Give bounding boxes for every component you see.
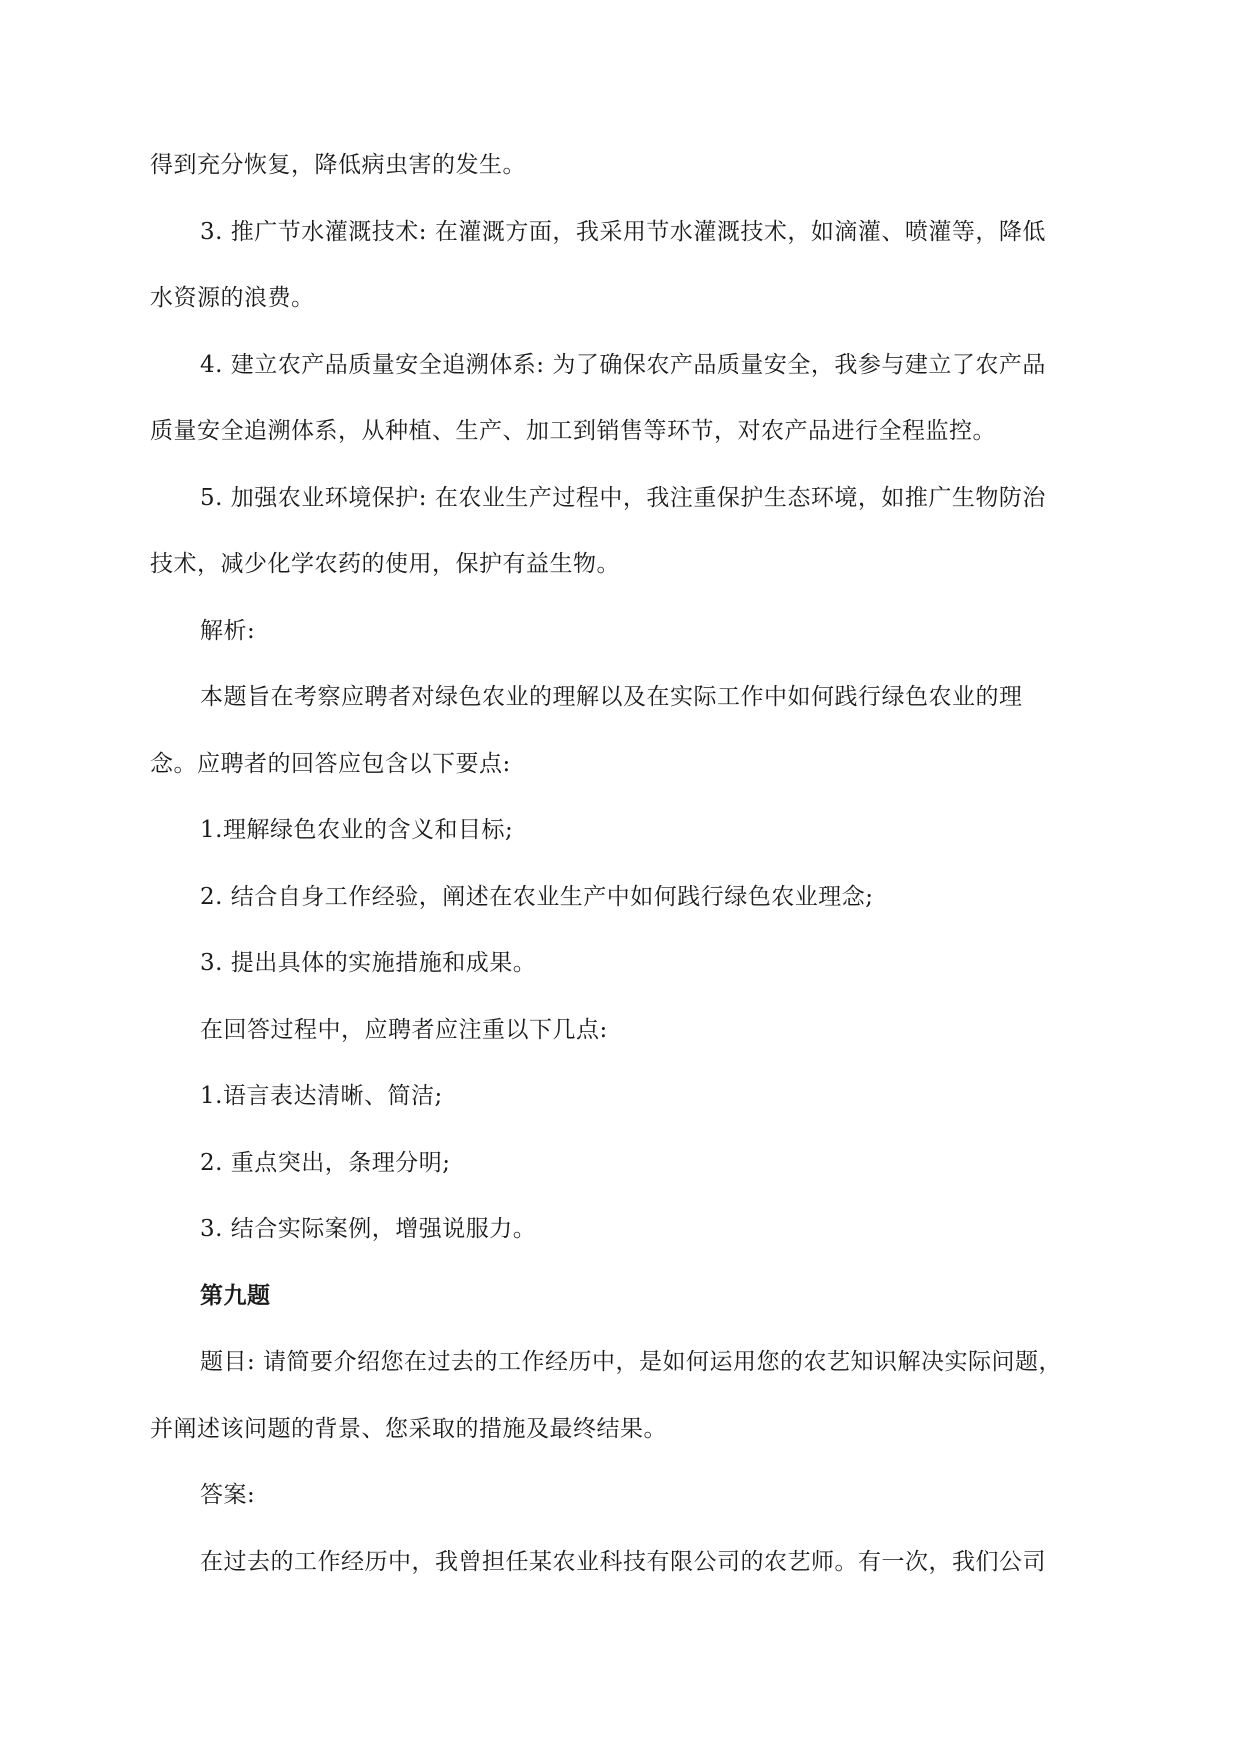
list-item-5-line-2: 技术，减少化学农药的使用，保护有益生物。 (150, 551, 620, 577)
list-item-3-line-1: 3. 推广节水灌溉技术: 在灌溉方面，我采用节水灌溉技术，如滴灌、喷灌等，降低 (200, 219, 1046, 245)
list-item-5-line-1: 5. 加强农业环境保护: 在农业生产过程中，我注重保护生态环境，如推广生物防治 (200, 485, 1046, 511)
question-9-heading: 第九题 (200, 1282, 271, 1309)
note-2: 2. 重点突出，条理分明; (200, 1150, 451, 1176)
key-point-2: 2. 结合自身工作经验，阐述在农业生产中如何践行绿色农业理念; (200, 884, 874, 910)
list-item-4-line-1: 4. 建立农产品质量安全追溯体系: 为了确保农产品质量安全，我参与建立了农产品 (200, 352, 1046, 378)
key-point-3: 3. 提出具体的实施措施和成果。 (200, 950, 537, 976)
analysis-heading: 解析: (200, 618, 256, 644)
list-item-4-line-2: 质量安全追溯体系，从种植、生产、加工到销售等环节，对农产品进行全程监控。 (150, 418, 996, 444)
notes-intro: 在回答过程中，应聘者应注重以下几点: (200, 1017, 608, 1043)
question-9-prompt-line-2: 并阐述该问题的背景、您采取的措施及最终结果。 (150, 1416, 667, 1442)
list-item-3-line-2: 水资源的浪费。 (150, 285, 315, 311)
note-3: 3. 结合实际案例，增强说服力。 (200, 1216, 537, 1242)
body-text-line: 得到充分恢复，降低病虫害的发生。 (150, 152, 526, 178)
analysis-text-line-2: 念。应聘者的回答应包含以下要点: (150, 751, 511, 777)
answer-text-line-1: 在过去的工作经历中，我曾担任某农业科技有限公司的农艺师。有一次，我们公司 (200, 1549, 1046, 1575)
answer-heading: 答案: (200, 1482, 256, 1508)
analysis-text-line-1: 本题旨在考察应聘者对绿色农业的理解以及在实际工作中如何践行绿色农业的理 (200, 684, 1023, 710)
key-point-1: 1.理解绿色农业的含义和目标; (200, 817, 514, 843)
note-1: 1.语言表达清晰、简洁; (200, 1083, 443, 1109)
question-9-prompt-line-1: 题目: 请简要介绍您在过去的工作经历中，是如何运用您的农艺知识解决实际问题， (200, 1349, 1063, 1375)
